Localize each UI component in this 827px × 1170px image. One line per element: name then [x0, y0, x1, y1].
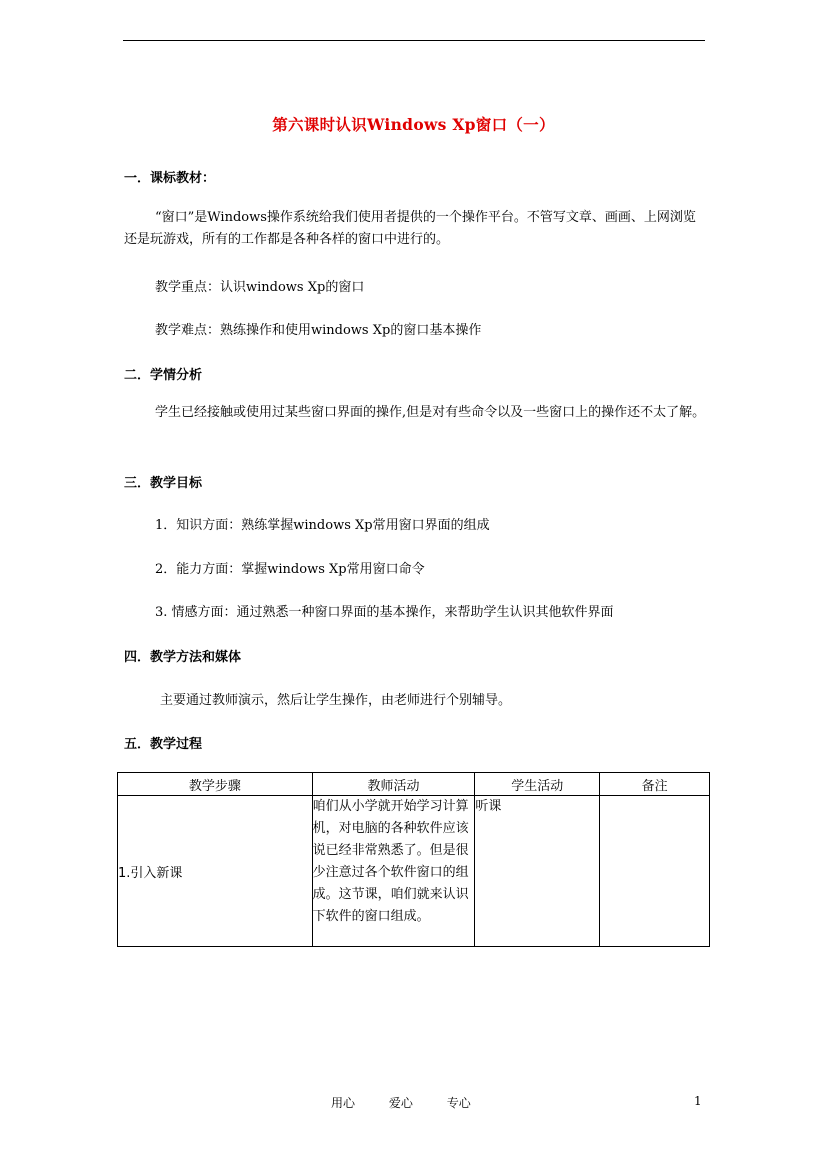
- key-point: 教学重点：认识windows Xp的窗口: [155, 280, 365, 295]
- document-title: 第六课时认识Windows Xp窗口（一）: [272, 115, 555, 134]
- table-header-row: [118, 773, 710, 796]
- teacher-activity-cell: 咱们从小学就开始学习计算机，对电脑的各种软件应该说已经非常熟悉了。但是很少注意过各个软件窗口的组成。这节课，咱们就来认识下软件的窗口组成。: [312, 796, 475, 947]
- section-4-text: 主要通过教师演示，然后让学生操作，由老师进行个别辅导。: [160, 693, 512, 708]
- student-activity-cell: 听课: [475, 796, 600, 947]
- note-cell: [600, 796, 710, 947]
- section-4-heading: 四．教学方法和媒体: [124, 650, 242, 665]
- goal-ability: 2．能力方面：掌握windows Xp常用窗口命令: [155, 562, 425, 577]
- header-note: 备注: [600, 773, 710, 796]
- section-5-heading: 五．教学过程: [124, 737, 203, 752]
- difficulty-point: 教学难点：熟练操作和使用windows Xp的窗口基本操作: [155, 323, 482, 338]
- header-teacher: 教师活动: [312, 773, 475, 796]
- step-cell: 1.引入新课: [118, 796, 313, 947]
- header-student: 学生活动: [475, 773, 600, 796]
- footer-slogan-3: 专心: [446, 1096, 471, 1110]
- section-2-heading: 二．学情分析: [124, 368, 203, 383]
- footer-slogan: [331, 1094, 501, 1111]
- table-row: [118, 796, 710, 947]
- header-step: 教学步骤: [118, 773, 313, 796]
- lesson-process-table: [117, 772, 710, 947]
- section-1-heading: 一．课标教材：: [124, 171, 216, 186]
- page-number: 1: [694, 1094, 702, 1108]
- goal-emotion: 3. 情感方面：通过熟悉一种窗口界面的基本操作，来帮助学生认识其他软件界面: [155, 605, 614, 620]
- footer-slogan-1: 用心: [331, 1096, 356, 1110]
- goal-knowledge: 1．知识方面：熟练掌握windows Xp常用窗口界面的组成: [155, 518, 490, 533]
- section-1-intro: “窗口”是Windows操作系统给我们使用者提供的一个操作平台。不管写文章、画画、上网浏览还是玩游戏，所有的工作都是各种各样的窗口中进行的。: [124, 210, 696, 247]
- section-2-text: 学生已经接触或使用过某些窗口界面的操作,但是对有些命令以及一些窗口上的操作还不太了解。: [155, 405, 706, 420]
- footer-slogan-2: 爱心: [388, 1096, 413, 1110]
- section-3-heading: 三．教学目标: [124, 476, 203, 491]
- header-rule: [123, 40, 705, 41]
